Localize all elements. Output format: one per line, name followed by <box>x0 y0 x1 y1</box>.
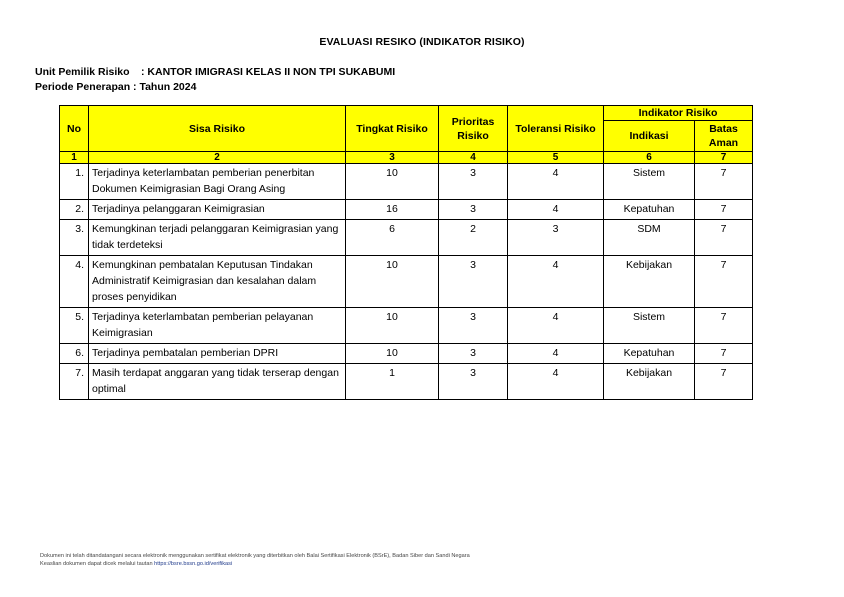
risk-table <box>59 105 753 400</box>
header-sisa-risiko: Sisa Risiko <box>89 106 346 152</box>
row-number: 5. <box>60 308 89 344</box>
row-indikasi: SDM <box>604 220 695 256</box>
row-tingkat-risiko: 1 <box>346 364 439 400</box>
row-batas-aman: 7 <box>695 256 753 308</box>
header-batas-aman: Batas Aman <box>695 121 753 152</box>
column-number: 3 <box>346 152 439 164</box>
row-number: 2. <box>60 200 89 220</box>
column-number: 7 <box>695 152 753 164</box>
table-row <box>60 164 753 200</box>
esign-footer <box>40 552 470 568</box>
row-prioritas-risiko: 3 <box>439 164 508 200</box>
row-batas-aman: 7 <box>695 220 753 256</box>
row-indikasi: Kebijakan <box>604 256 695 308</box>
page-title: EVALUASI RESIKO (INDIKATOR RISIKO) <box>319 36 525 48</box>
row-sisa-risiko: Terjadinya pelanggaran Keimigrasian <box>89 200 346 220</box>
row-batas-aman: 7 <box>695 308 753 344</box>
row-toleransi-risiko: 4 <box>508 164 604 200</box>
row-batas-aman: 7 <box>695 164 753 200</box>
row-sisa-risiko: Masih terdapat anggaran yang tidak terserap dengan optimal <box>89 364 346 400</box>
header-no: No <box>60 106 89 152</box>
row-prioritas-risiko: 3 <box>439 256 508 308</box>
row-tingkat-risiko: 10 <box>346 344 439 364</box>
table-row <box>60 256 753 308</box>
row-number: 1. <box>60 164 89 200</box>
row-toleransi-risiko: 4 <box>508 364 604 400</box>
header-indikator-risiko: Indikator Risiko <box>604 106 753 121</box>
verification-link[interactable]: https://bsre.bssn.go.id/verifikasi <box>154 561 233 567</box>
row-prioritas-risiko: 2 <box>439 220 508 256</box>
header-prioritas-risiko: Prioritas Risiko <box>439 106 508 152</box>
table-row <box>60 364 753 400</box>
row-batas-aman: 7 <box>695 364 753 400</box>
row-tingkat-risiko: 10 <box>346 164 439 200</box>
footer-line-2 <box>40 560 470 568</box>
row-prioritas-risiko: 3 <box>439 364 508 400</box>
table-row <box>60 200 753 220</box>
column-number: 6 <box>604 152 695 164</box>
row-tingkat-risiko: 16 <box>346 200 439 220</box>
header-indikasi: Indikasi <box>604 121 695 152</box>
row-indikasi: Kebijakan <box>604 364 695 400</box>
row-batas-aman: 7 <box>695 200 753 220</box>
row-indikasi: Sistem <box>604 308 695 344</box>
unit-owner-label: Unit Pemilik Risiko <box>35 66 130 78</box>
header-tingkat-risiko: Tingkat Risiko <box>346 106 439 152</box>
table-row <box>60 344 753 364</box>
row-toleransi-risiko: 4 <box>508 256 604 308</box>
row-number: 4. <box>60 256 89 308</box>
table-row <box>60 308 753 344</box>
footer-line-2-prefix: Keaslian dokumen dapat dicek melalui tautan <box>40 561 153 567</box>
table-row <box>60 220 753 256</box>
row-indikasi: Kepatuhan <box>604 200 695 220</box>
row-indikasi: Kepatuhan <box>604 344 695 364</box>
row-toleransi-risiko: 3 <box>508 220 604 256</box>
unit-owner-value: : KANTOR IMIGRASI KELAS II NON TPI SUKABUMI <box>141 66 396 78</box>
row-indikasi: Sistem <box>604 164 695 200</box>
row-prioritas-risiko: 3 <box>439 344 508 364</box>
row-tingkat-risiko: 10 <box>346 308 439 344</box>
column-number: 2 <box>89 152 346 164</box>
column-number: 1 <box>60 152 89 164</box>
column-number: 5 <box>508 152 604 164</box>
period-label: Periode Penerapan <box>35 81 131 93</box>
row-toleransi-risiko: 4 <box>508 344 604 364</box>
row-number: 3. <box>60 220 89 256</box>
row-batas-aman: 7 <box>695 344 753 364</box>
row-sisa-risiko: Kemungkinan terjadi pelanggaran Keimigrasian yang tidak terdeteksi <box>89 220 346 256</box>
period-line <box>35 81 196 93</box>
row-sisa-risiko: Terjadinya keterlambatan pemberian pelayanan Keimigrasian <box>89 308 346 344</box>
unit-owner-line <box>35 66 395 78</box>
row-toleransi-risiko: 4 <box>508 308 604 344</box>
row-number: 7. <box>60 364 89 400</box>
row-number: 6. <box>60 344 89 364</box>
row-sisa-risiko: Terjadinya pembatalan pemberian DPRI <box>89 344 346 364</box>
footer-line-1: Dokumen ini telah ditandatangani secara elektronik menggunakan sertifikat elektronik yang diterbitkan oleh Balai Sertifikasi Elektronik (BSrE), Badan Siber dan Sandi Negara <box>40 553 470 559</box>
row-prioritas-risiko: 3 <box>439 200 508 220</box>
period-value: : Tahun 2024 <box>133 81 197 93</box>
row-tingkat-risiko: 10 <box>346 256 439 308</box>
row-tingkat-risiko: 6 <box>346 220 439 256</box>
column-number: 4 <box>439 152 508 164</box>
row-sisa-risiko: Kemungkinan pembatalan Keputusan Tindakan Administratif Keimigrasian dan kesalahan dalam proses penyidikan <box>89 256 346 308</box>
row-sisa-risiko: Terjadinya keterlambatan pemberian penerbitan Dokumen Keimigrasian Bagi Orang Asing <box>89 164 346 200</box>
header-toleransi-risiko: Toleransi Risiko <box>508 106 604 152</box>
row-prioritas-risiko: 3 <box>439 308 508 344</box>
row-toleransi-risiko: 4 <box>508 200 604 220</box>
